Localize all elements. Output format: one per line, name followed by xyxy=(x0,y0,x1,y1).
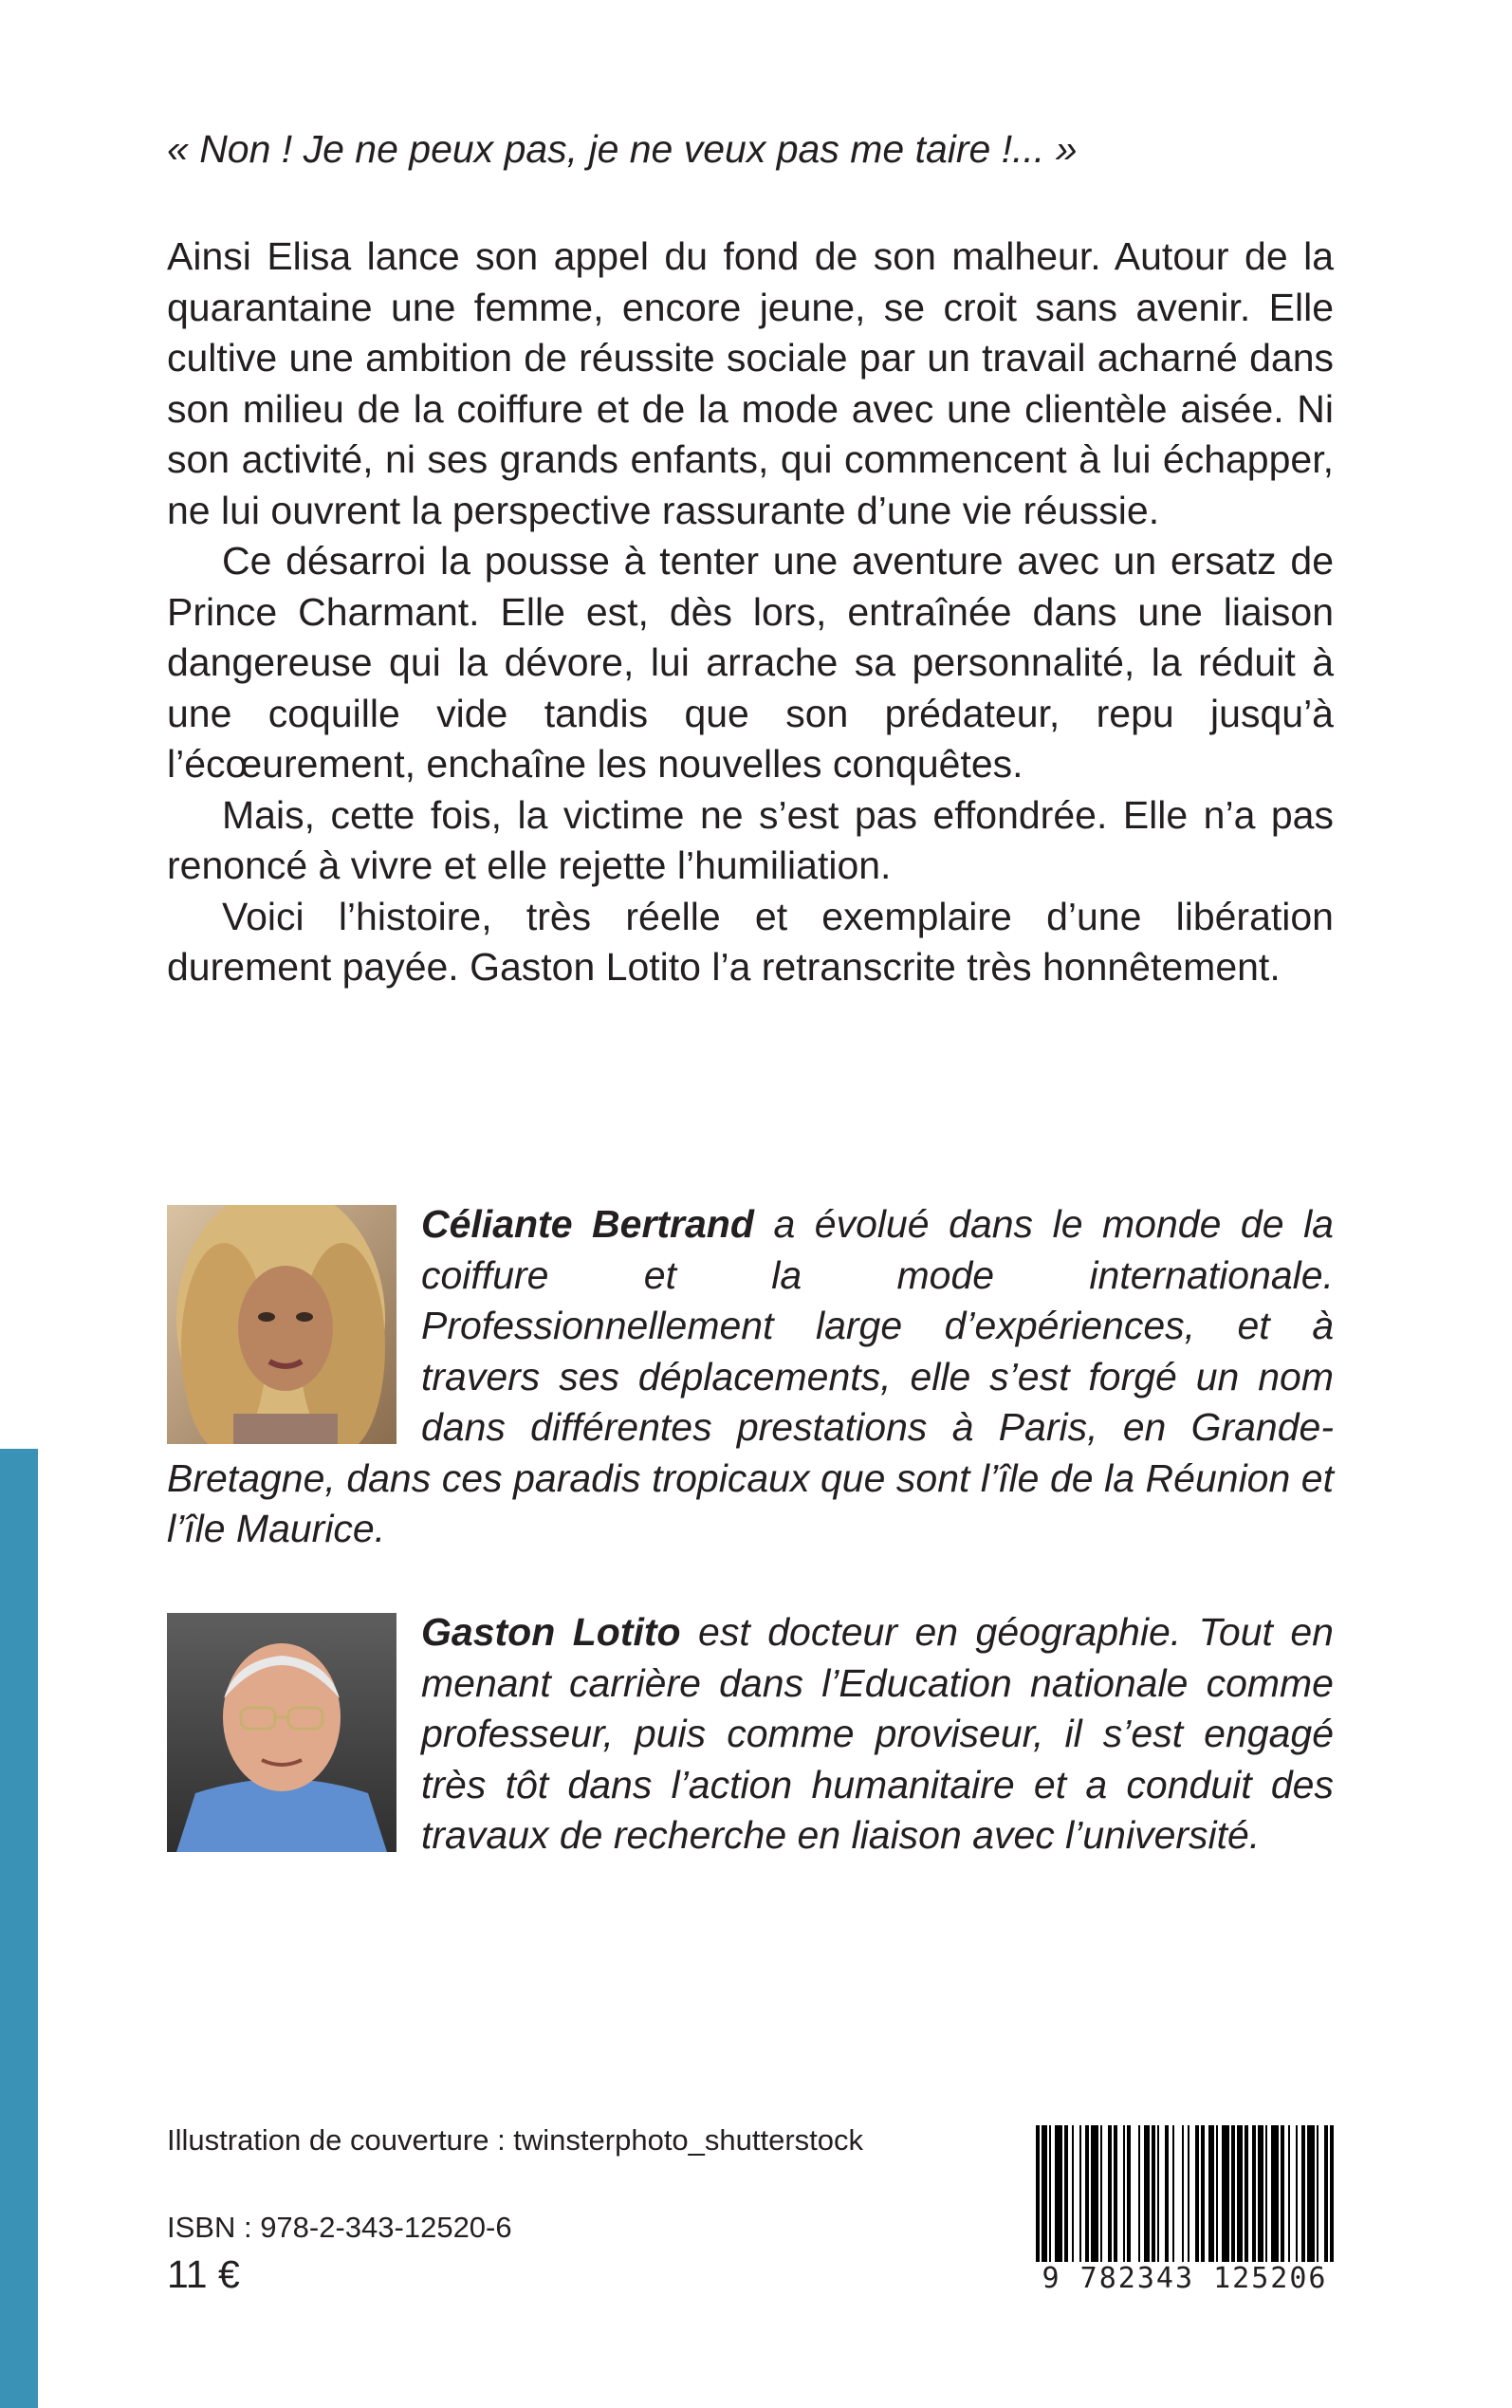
barcode-bar xyxy=(1072,2125,1074,2268)
barcode-bar xyxy=(1157,2125,1159,2268)
barcode-bar xyxy=(1330,2125,1334,2268)
author-name-gaston: Gaston Lotito xyxy=(421,1610,681,1654)
barcode-bar xyxy=(1265,2125,1267,2268)
barcode-bar xyxy=(1100,2125,1102,2268)
isbn: ISBN : 978-2-343-12520-6 xyxy=(167,2211,512,2244)
barcode-bar xyxy=(1085,2125,1089,2268)
blurb-paragraph-3: Mais, cette fois, la victime ne s’est pas effondrée. Elle n’a pas renoncé à vivre et elle rejette l’humiliation. xyxy=(167,792,1334,887)
barcode-bars xyxy=(1030,2125,1339,2268)
author-bio-text-gaston: est docteur en géographie. Tout en menant carrière dans l’Education nationale comme professeur, puis comme proviseur, il s’est engagé très tôt dans l’action humanitaire et a conduit des travaux de recherche en liaison avec l’université. xyxy=(421,1610,1334,1857)
barcode-bar xyxy=(1079,2125,1081,2268)
cover-illustration-credit: Illustration de couverture : twinsterphoto_shutterstock xyxy=(167,2123,864,2157)
barcode-bar xyxy=(1252,2125,1256,2268)
barcode-bar xyxy=(1123,2125,1125,2268)
barcode-bar xyxy=(1182,2125,1184,2268)
barcode-bar xyxy=(1152,2125,1155,2268)
woman-portrait-image xyxy=(167,1205,396,1444)
barcode-bar xyxy=(1055,2125,1062,2268)
barcode-bar xyxy=(1307,2125,1315,2268)
isbn-barcode xyxy=(1030,2125,1339,2306)
opening-quote: « Non ! Je ne peux pas, je ne veux pas me taire !... » xyxy=(167,127,1078,171)
author-bio-text-celiante: a évolué dans le monde de la coiffure et la mode internationale. Professionnellement large d’expériences, et à travers ses déplacements, elle s’est forgé un nom dans différentes prestations à Paris, en Grande-Bretagne, dans ces paradis tropicaux que sont l’île de la Réunion et l’île Maurice. xyxy=(167,1202,1334,1550)
blurb-paragraph-1: Ainsi Elisa lance son appel du fond de son malheur. Autour de la quarantaine une femme, encore jeune, se croit sans avenir. Elle cultive une ambition de réussite sociale par un travail acharné dans son milieu de la coiffure et de la mode avec une clientèle aisée. Ni son activité, ni ses grands enfants, qui commencent à lui échapper, ne lui ouvrent la perspective rassurante d’une vie réussie. xyxy=(167,234,1334,532)
barcode-bar xyxy=(1172,2125,1174,2268)
barcode-bar xyxy=(1127,2125,1131,2268)
barcode-bar xyxy=(1091,2125,1098,2268)
author-photo-celiante xyxy=(167,1205,396,1444)
author-bio-gaston xyxy=(167,1607,1334,1862)
barcode-bar xyxy=(1288,2125,1290,2268)
barcode-bar xyxy=(1301,2125,1305,2268)
barcode-bar xyxy=(1222,2125,1229,2268)
price: 11 € xyxy=(167,2252,240,2296)
barcode-bar xyxy=(1317,2125,1318,2268)
barcode-bar xyxy=(1208,2125,1214,2268)
barcode-digits: 9 782343 125206 xyxy=(1030,2262,1339,2295)
barcode-bar xyxy=(1216,2125,1218,2268)
spine-accent-bar xyxy=(0,1449,38,2408)
barcode-bar xyxy=(1049,2125,1051,2268)
barcode-bar xyxy=(1231,2125,1235,2268)
barcode-bar xyxy=(1201,2125,1205,2268)
author-name-celiante: Céliante Bertrand xyxy=(421,1202,754,1246)
barcode-bar xyxy=(1324,2125,1328,2268)
barcode-bar xyxy=(1271,2125,1279,2268)
barcode-bar xyxy=(1064,2125,1068,2268)
blurb-paragraph-4: Voici l’histoire, très réelle et exemplaire d’une libération durement payée. Gaston Lotito l’a retranscrite très honnêtement. xyxy=(167,894,1334,989)
barcode-bar xyxy=(1108,2125,1112,2268)
barcode-bar xyxy=(1245,2125,1248,2268)
man-portrait-image xyxy=(167,1613,396,1852)
author-photo-gaston xyxy=(167,1613,396,1852)
barcode-bar xyxy=(1188,2125,1189,2268)
barcode-bar xyxy=(1036,2125,1040,2268)
author-bio-celiante xyxy=(167,1199,1334,1555)
back-cover-blurb xyxy=(167,232,1334,993)
barcode-bar xyxy=(1114,2125,1117,2268)
barcode-bar xyxy=(1258,2125,1263,2268)
blurb-paragraph-2: Ce désarroi la pousse à tenter une aventure avec un ersatz de Prince Charmant. Elle est, dès lors, entraînée dans une liaison dangereuse qui la dévore, lui arrache sa personnalité, la réduit à une coquille vide tandis que son prédateur, repu jusqu’à l’écœurement, enchaîne les nouvelles conquêtes. xyxy=(167,539,1334,786)
barcode-bar xyxy=(1296,2125,1298,2268)
barcode-bar xyxy=(1237,2125,1243,2268)
barcode-bar xyxy=(1042,2125,1047,2268)
barcode-bar xyxy=(1281,2125,1284,2268)
barcode-bar xyxy=(1165,2125,1169,2268)
barcode-bar xyxy=(1138,2125,1140,2268)
barcode-bar xyxy=(1195,2125,1199,2268)
barcode-bar xyxy=(1144,2125,1150,2268)
